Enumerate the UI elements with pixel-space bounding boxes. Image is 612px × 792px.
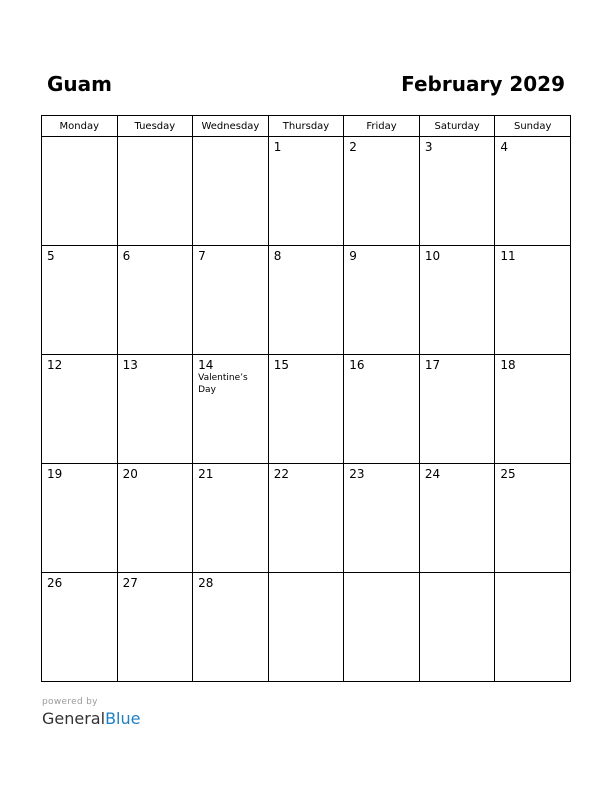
day-number: 10 <box>424 249 441 263</box>
weekday-header: Monday <box>42 116 118 137</box>
day-cell <box>117 573 193 682</box>
month-title: February 2029 <box>401 72 565 96</box>
day-cell <box>268 464 344 573</box>
day-cell <box>193 464 269 573</box>
brand-name-general: General <box>42 709 106 728</box>
day-number: 28 <box>198 576 214 590</box>
day-cell <box>117 464 193 573</box>
day-number: 9 <box>349 249 357 263</box>
day-number: 13 <box>122 358 138 372</box>
week-row <box>42 464 571 573</box>
day-number: 1 <box>273 140 282 154</box>
week-row <box>42 137 571 246</box>
day-number <box>42 137 117 140</box>
weekday-header-row <box>42 116 571 137</box>
day-cell <box>42 355 118 464</box>
day-cell <box>268 137 344 246</box>
day-cell <box>193 246 269 355</box>
day-number: 24 <box>424 467 441 481</box>
day-number <box>420 573 495 576</box>
day-cell <box>495 246 571 355</box>
region-title: Guam <box>47 72 112 96</box>
day-number: 4 <box>500 140 509 154</box>
day-number: 25 <box>500 467 516 481</box>
weekday-header: Thursday <box>268 116 344 137</box>
day-number <box>344 573 419 576</box>
week-row <box>42 246 571 355</box>
day-number: 8 <box>273 249 282 263</box>
day-cell <box>193 137 269 246</box>
day-number <box>193 137 268 140</box>
day-cell <box>419 137 495 246</box>
day-number <box>118 137 193 140</box>
day-cell <box>193 573 269 682</box>
day-cell <box>344 246 420 355</box>
day-number: 14 <box>198 358 214 372</box>
day-cell <box>495 355 571 464</box>
day-cell <box>42 246 118 355</box>
day-cell <box>268 573 344 682</box>
footer-branding <box>42 697 140 729</box>
holiday-label: Valentine’s Day <box>198 373 248 395</box>
day-number: 5 <box>47 249 55 263</box>
weekday-header: Tuesday <box>117 116 193 137</box>
day-number: 7 <box>198 249 206 263</box>
calendar-grid <box>41 115 571 682</box>
day-number: 23 <box>349 467 365 481</box>
day-cell <box>419 573 495 682</box>
day-number: 11 <box>500 249 516 263</box>
day-number: 22 <box>273 467 289 481</box>
day-number <box>495 573 570 576</box>
day-cell <box>193 355 269 464</box>
day-cell <box>117 137 193 246</box>
day-cell <box>419 464 495 573</box>
day-cell <box>495 464 571 573</box>
day-number: 19 <box>47 467 63 481</box>
day-cell <box>117 246 193 355</box>
brand-logo[interactable] <box>42 709 140 729</box>
weekday-header: Sunday <box>495 116 571 137</box>
day-number: 3 <box>424 140 433 154</box>
powered-by-label: powered by <box>42 697 98 707</box>
day-cell <box>344 464 420 573</box>
day-number: 2 <box>349 140 357 154</box>
day-cell <box>344 573 420 682</box>
day-number: 21 <box>198 467 214 481</box>
day-cell <box>268 355 344 464</box>
weekday-header: Wednesday <box>193 116 269 137</box>
day-cell <box>419 355 495 464</box>
week-row <box>42 355 571 464</box>
day-number: 6 <box>122 249 131 263</box>
day-cell <box>419 246 495 355</box>
page-header <box>41 70 571 100</box>
day-cell <box>344 137 420 246</box>
day-number: 27 <box>122 576 138 590</box>
day-cell <box>495 137 571 246</box>
day-cell <box>42 573 118 682</box>
weekday-header: Saturday <box>419 116 495 137</box>
day-number: 26 <box>47 576 63 590</box>
day-cell <box>42 137 118 246</box>
day-number: 15 <box>273 358 289 372</box>
day-number: 20 <box>122 467 138 481</box>
weekday-header: Friday <box>344 116 420 137</box>
day-cell <box>117 355 193 464</box>
day-cell <box>495 573 571 682</box>
day-cell <box>344 355 420 464</box>
day-number <box>269 573 344 576</box>
brand-name-blue: Blue <box>105 709 141 728</box>
day-number: 18 <box>500 358 516 372</box>
day-cell <box>268 246 344 355</box>
week-row <box>42 573 571 682</box>
day-cell <box>42 464 118 573</box>
day-number: 12 <box>47 358 63 372</box>
day-number: 17 <box>424 358 441 372</box>
day-number: 16 <box>349 358 365 372</box>
